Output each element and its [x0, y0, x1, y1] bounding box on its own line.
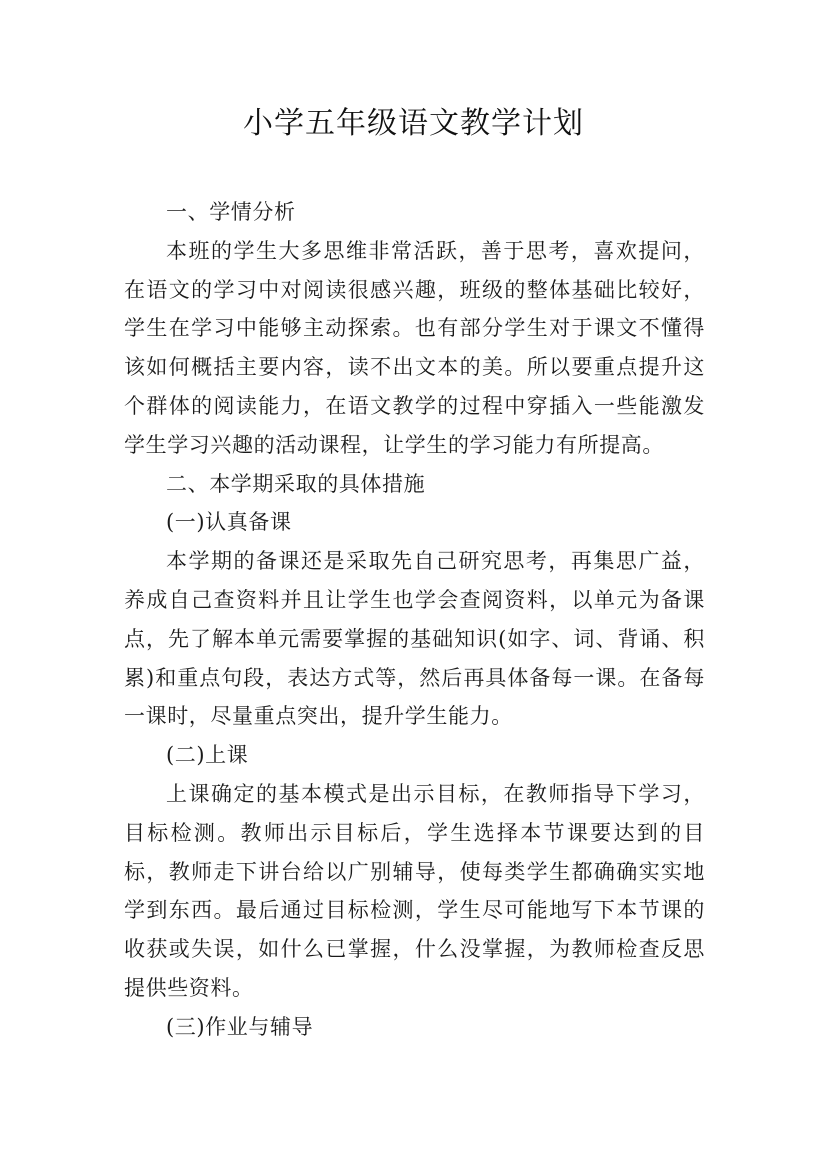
heading-specific-measures: 二、本学期采取的具体措施	[166, 471, 426, 496]
document-title: 小学五年级语文教学计划	[243, 106, 584, 141]
paragraph-class: 上课确定的基本模式是出示目标，在教师指导下学习，目标检测。教师出示目标后，学生选择本节课要达到的目标，教师走下讲台给以广别辅导，使每类学生都确确实实地学到东西。最后通过目标检测，学生尽可能地写下本节课的收获或失误，如什么已掌握，什么没掌握，为教师检查反思提供些资料。	[124, 781, 705, 1000]
document-body	[124, 193, 705, 1047]
subheading-lesson-preparation: (一)认真备课	[166, 510, 292, 535]
subheading-homework-tutoring: (三)作业与辅导	[166, 1014, 314, 1039]
subheading-class: (二)上课	[166, 743, 249, 768]
paragraph-lesson-preparation: 本学期的备课还是采取先自己研究思考，再集思广益，养成自己查资料并且让学生也学会查阅资料，以单元为备课点，先了解本单元需要掌握的基础知识(如字、词、背诵、积累)和重点句段，表达方式等，然后再具体备每一课。在备每一课时，尽量重点突出，提升学生能力。	[124, 549, 705, 729]
heading-learning-analysis: 一、学情分析	[166, 200, 296, 224]
paragraph-learning-analysis: 本班的学生大多思维非常活跃，善于思考，喜欢提问，在语文的学习中对阅读很感兴趣，班级的整体基础比较好，学生在学习中能够主动探索。也有部分学生对于课文不懂得该如何概括主要内容，读不出文本的美。所以要重点提升这个群体的阅读能力，在语文教学的过程中穿插入一些能激发学生学习兴趣的活动课程，让学生的学习能力有所提高。	[124, 238, 705, 457]
